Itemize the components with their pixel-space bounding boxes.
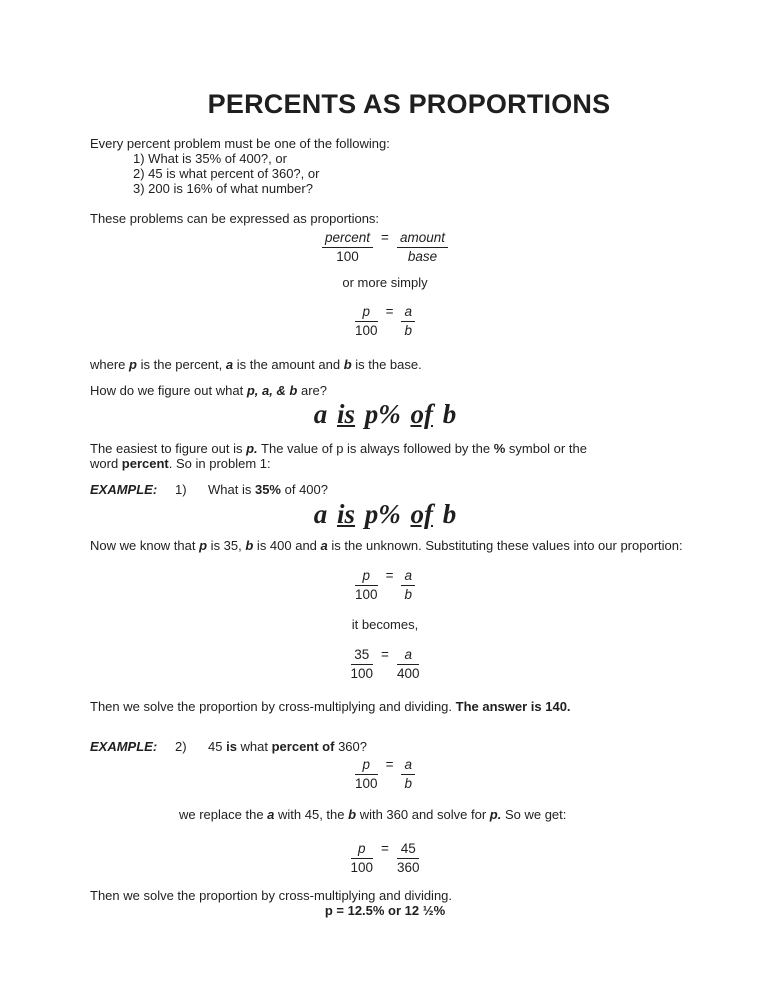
numerator: p (355, 304, 378, 322)
var-b: b (343, 357, 352, 372)
formula-a-is-p-of-b: a is p% of b (313, 499, 457, 529)
example-label: EXAMPLE: (90, 739, 158, 754)
numerator: p (355, 568, 378, 586)
equation-simple-3 (90, 757, 680, 792)
var-a: a (320, 538, 328, 553)
substitution-paragraph: Now we know that p is 35, b is 400 and a is the unknown. Substituting these values into our proportion: (90, 538, 683, 553)
equals-sign: = (385, 304, 394, 319)
var-a: a (267, 807, 275, 822)
fraction-35-100 (351, 647, 374, 682)
equals-sign: = (381, 230, 389, 245)
vars-pab: p, a, & b (246, 383, 298, 398)
numerator: amount (397, 230, 448, 248)
numerator: a (401, 304, 415, 322)
var-b: b (348, 807, 357, 822)
it-becomes-label: it becomes, (351, 617, 419, 632)
equals-sign: = (381, 841, 389, 856)
denominator: 100 (350, 666, 374, 681)
formula-a-is-p-of-b: a is p% of b (313, 399, 457, 429)
intro-lead: Every percent problem must be one of the following: (90, 136, 390, 151)
solve-paragraph-1: Then we solve the proportion by cross-multiplying and dividing. The answer is 140. (90, 699, 571, 714)
var-b: b (245, 538, 254, 553)
example-2-row: EXAMPLE: 2) 45 is what percent of 360? (90, 739, 367, 754)
bold-35-percent: 35% (254, 482, 281, 497)
equation-simple-2 (90, 568, 680, 603)
numerator: p (355, 757, 378, 775)
equals-sign: = (381, 647, 389, 662)
denominator: b (404, 776, 412, 791)
example-number: 2) (175, 739, 187, 754)
easiest-paragraph-line-2: word percent. So in problem 1: (90, 456, 271, 471)
underlined-is: is (337, 399, 356, 429)
numerator: p (351, 841, 374, 859)
example-1-row: EXAMPLE: 1) What is 35% of 400? (90, 482, 328, 497)
equation-substituted-1 (90, 647, 680, 682)
numerator: percent (322, 230, 373, 248)
var-p: p (129, 357, 137, 372)
figure-out-question: How do we figure out what p, a, & b are? (90, 383, 328, 398)
where-definition-line: where p is the percent, a is the amount and b is the base. (90, 357, 422, 372)
var-p: p (199, 538, 208, 553)
fraction-percent-100 (322, 230, 373, 265)
fraction-45-360 (397, 841, 420, 876)
problem-item-1: 1) What is 35% of 400?, or (133, 151, 287, 166)
equation-substituted-2 (90, 841, 680, 876)
bold-is: is (226, 739, 237, 754)
example-label: EXAMPLE: (90, 482, 158, 497)
fraction-a-b (401, 304, 415, 339)
equation-words (90, 230, 680, 265)
problem-item-2: 2) 45 is what percent of 360?, or (133, 166, 320, 181)
underlined-of: of (410, 499, 433, 529)
underlined-of: of (410, 399, 433, 429)
fraction-a-b (401, 757, 415, 792)
fraction-a-b (401, 568, 415, 603)
answer-140: The answer is 140. (455, 699, 571, 714)
page-title: PERCENTS AS PROPORTIONS (207, 89, 611, 119)
numerator: 35 (351, 647, 374, 665)
word-percent: percent (121, 456, 169, 471)
numerator: 45 (397, 841, 420, 859)
var-p: p. (246, 441, 258, 456)
denominator: 100 (355, 323, 378, 338)
equation-simple-1 (90, 304, 680, 339)
proportions-lead: These problems can be expressed as proportions: (90, 211, 380, 226)
denominator: 100 (355, 587, 378, 602)
denominator: 100 (355, 776, 378, 791)
denominator: 100 (336, 249, 359, 264)
denominator: 100 (350, 860, 374, 875)
fraction-p-100 (355, 757, 378, 792)
numerator: a (397, 647, 420, 665)
equals-sign: = (385, 757, 394, 772)
percent-symbol: % (493, 441, 506, 456)
denominator: 360 (396, 860, 420, 875)
solve-paragraph-2: Then we solve the proportion by cross-multiplying and dividing. (90, 888, 453, 903)
denominator: 400 (396, 666, 420, 681)
var-p: p. (489, 807, 502, 822)
underlined-is: is (337, 499, 356, 529)
fraction-p-100 (351, 841, 374, 876)
easiest-paragraph-line-1: The easiest to figure out is p. The value of p is always followed by the % symbol or the (90, 441, 587, 456)
fraction-p-100 (355, 568, 378, 603)
final-answer: p = 12.5% or 12 ½% (324, 903, 446, 918)
fraction-p-100 (355, 304, 378, 339)
denominator: b (404, 587, 412, 602)
denominator: b (404, 323, 412, 338)
denominator: base (407, 249, 438, 264)
or-more-simply-label: or more simply (342, 275, 428, 290)
example-number: 1) (175, 482, 187, 497)
problem-item-3: 3) 200 is 16% of what number? (133, 181, 313, 196)
bold-percent-of: percent of (271, 739, 335, 754)
numerator: a (401, 757, 415, 775)
fraction-a-400 (397, 647, 420, 682)
replace-paragraph: we replace the a with 45, the b with 360 and solve for p. So we get: (179, 807, 567, 822)
equals-sign: = (385, 568, 394, 583)
numerator: a (401, 568, 415, 586)
var-a: a (225, 357, 234, 372)
fraction-amount-base (397, 230, 448, 265)
